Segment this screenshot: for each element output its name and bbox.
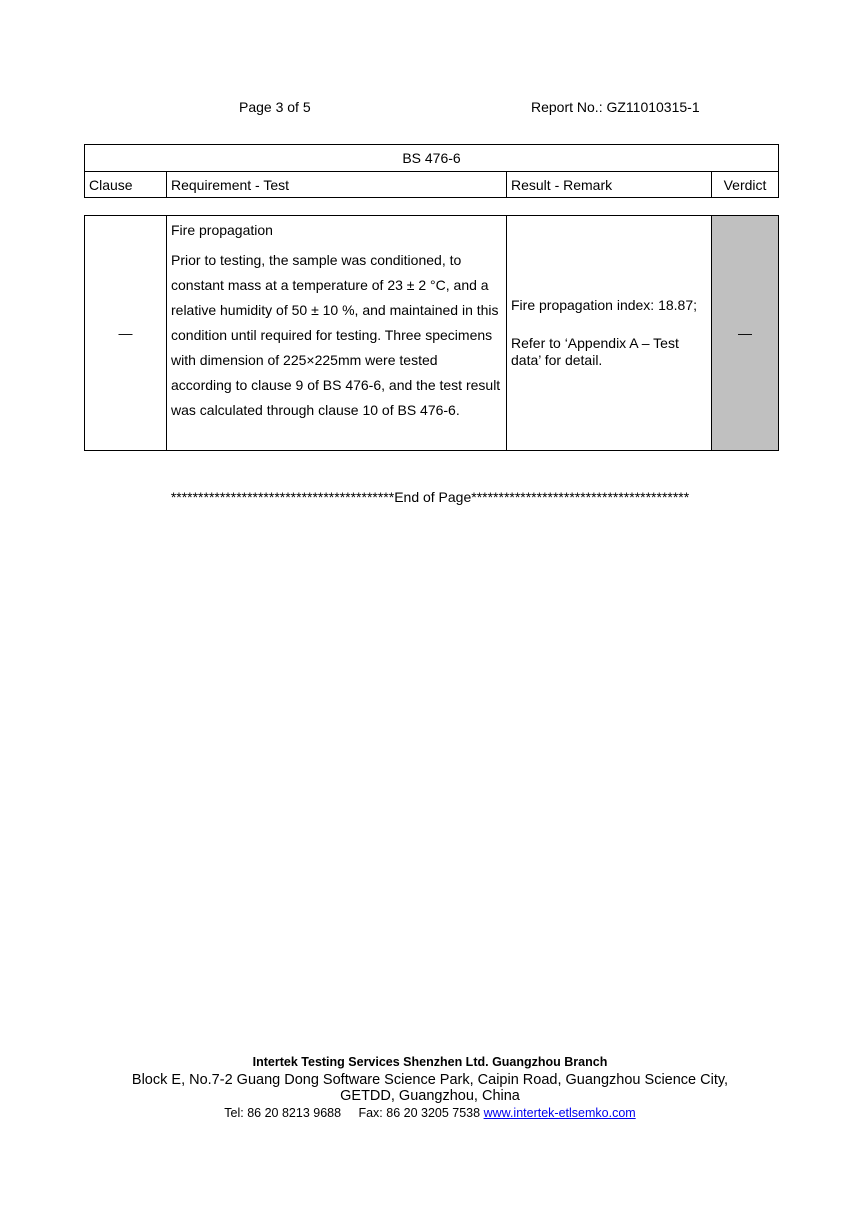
clause-cell: —	[85, 216, 167, 451]
result-index: Fire propagation index: 18.87;	[511, 297, 698, 313]
column-header-requirement: Requirement - Test	[167, 172, 507, 198]
result-cell	[507, 216, 712, 451]
requirement-cell	[167, 216, 507, 451]
requirement-title: Fire propagation	[171, 222, 273, 238]
result-reference: Refer to ‘Appendix A – Test data’ for detail.	[511, 335, 679, 368]
verdict-cell: —	[712, 216, 779, 451]
website-link[interactable]: www.intertek-etlsemko.com	[483, 1106, 636, 1120]
fax: Fax: 86 20 3205 7538	[358, 1106, 481, 1120]
address-line-1: Block E, No.7-2 Guang Dong Software Science Park, Caipin Road, Guangzhou Science City,	[131, 1072, 729, 1088]
test-table	[84, 215, 779, 451]
requirement-text: Prior to testing, the sample was conditioned, to constant mass at a temperature of 23 ± 2 °C, and a relative humidity of 50 ± 10 %, and maintained in this condition until required for testing. Three specimens with dimension of 225×225mm were tested according to clause 9 of BS 476-6, and the test result was calculated through clause 10 of BS 476-6.	[171, 252, 501, 418]
column-header-result: Result - Remark	[507, 172, 712, 198]
report-number: Report No.: GZ11010315-1	[531, 99, 700, 115]
table-row	[85, 216, 779, 451]
end-of-page-marker: *****************************************End of Page****************************************	[170, 489, 690, 505]
column-header-verdict: Verdict	[712, 172, 779, 198]
table-header	[84, 144, 779, 198]
address-line-2: GETDD, Guangzhou, China	[340, 1088, 520, 1104]
standard-title: BS 476-6	[85, 145, 779, 172]
footer	[0, 1054, 860, 1121]
contact-line	[0, 1105, 860, 1121]
column-header-clause: Clause	[85, 172, 167, 198]
telephone: Tel: 86 20 8213 9688	[224, 1106, 342, 1120]
company-name: Intertek Testing Services Shenzhen Ltd. Guangzhou Branch	[252, 1055, 608, 1069]
page-number: Page 3 of 5	[239, 99, 311, 115]
